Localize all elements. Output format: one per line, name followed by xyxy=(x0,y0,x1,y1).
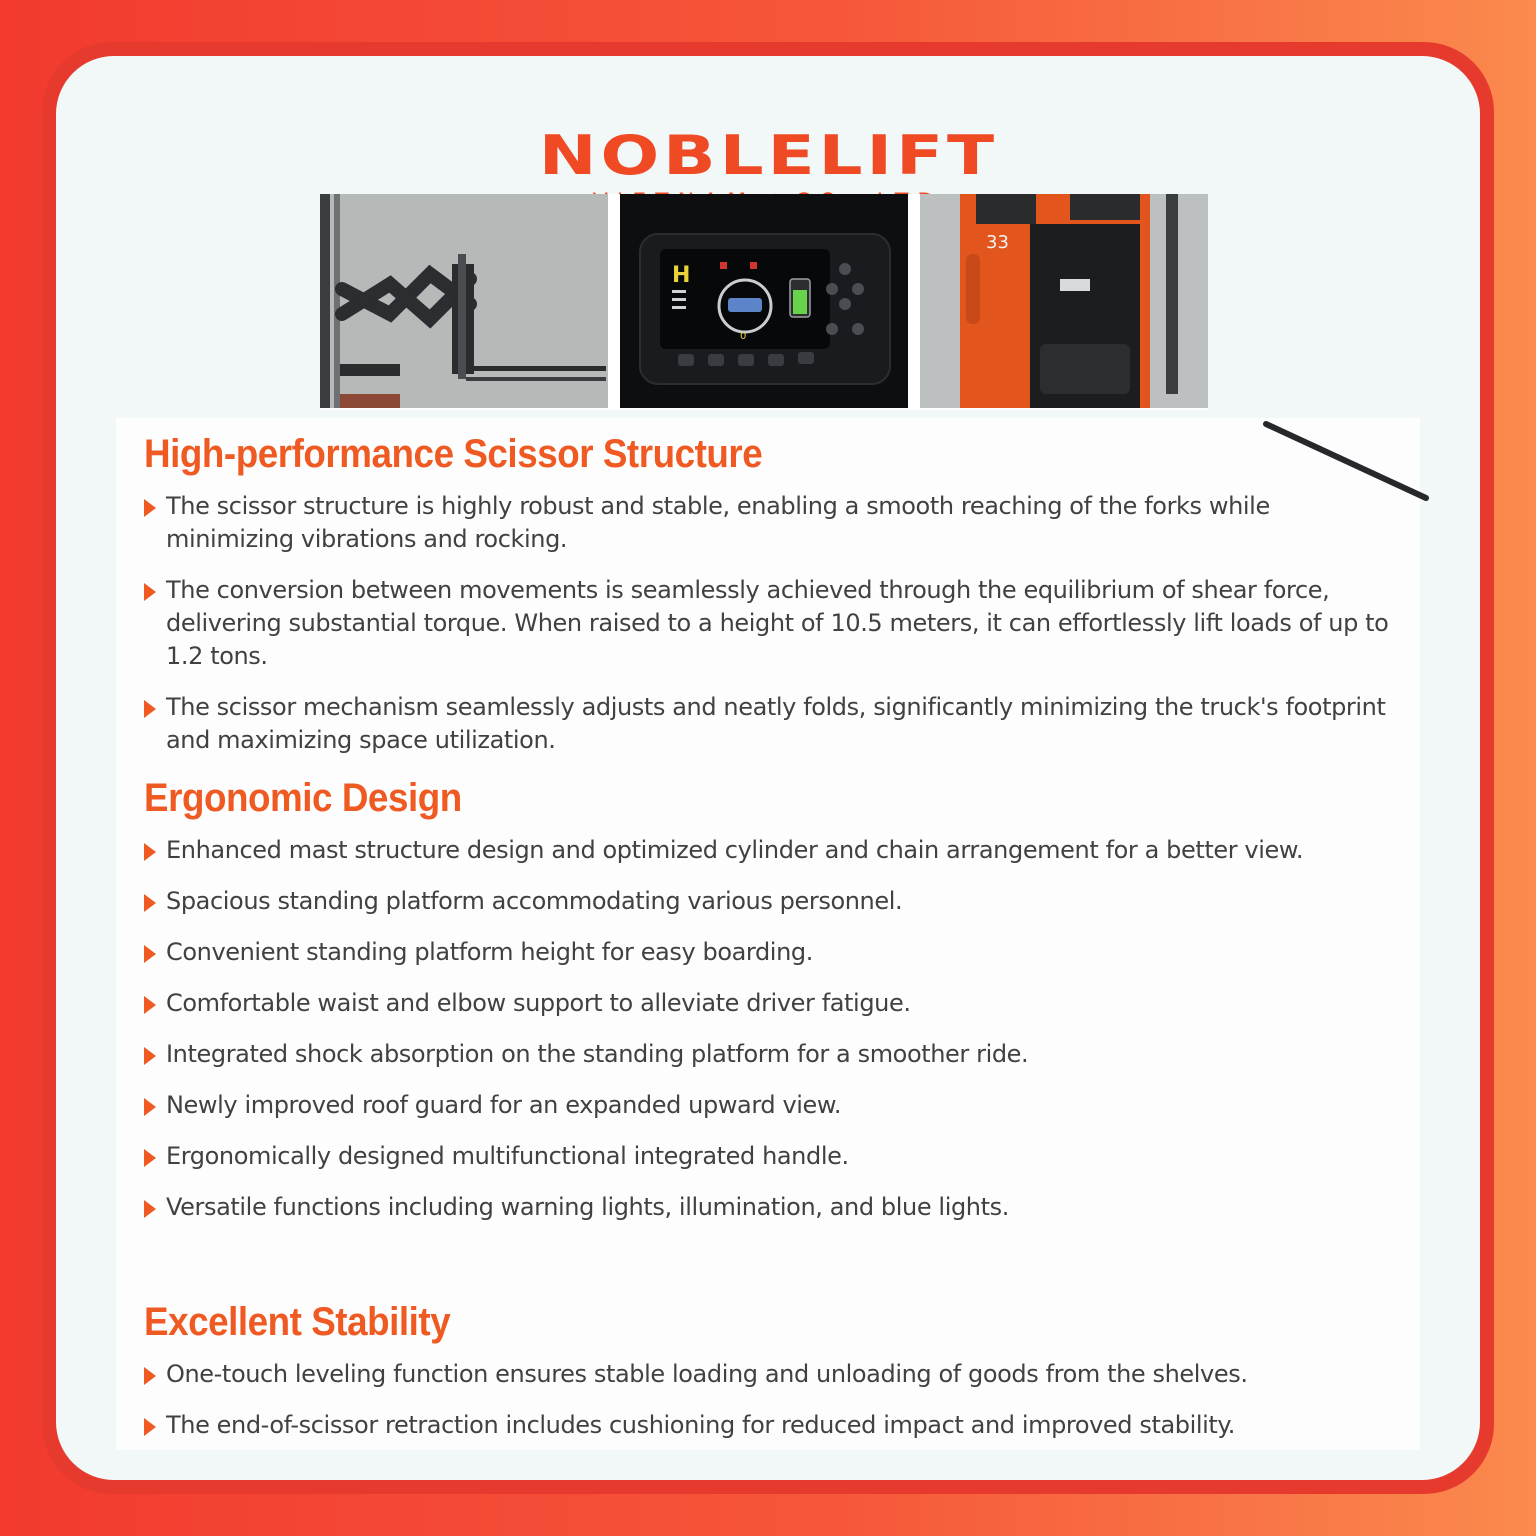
list-item xyxy=(144,885,1404,918)
brand-name: NOBLELIFT xyxy=(538,124,998,187)
scissor-mechanism-image xyxy=(320,194,608,408)
triangle-bullet-icon xyxy=(144,996,156,1014)
svg-text:0: 0 xyxy=(740,331,747,342)
list-item-text: Ergonomically designed multifunctional integrated handle. xyxy=(166,1142,849,1170)
list-item xyxy=(144,834,1404,867)
list-item-text: Versatile functions including warning lights, illumination, and blue lights. xyxy=(166,1193,1009,1221)
triangle-bullet-icon xyxy=(144,499,156,517)
list-item-text: Comfortable waist and elbow support to alleviate driver fatigue. xyxy=(166,989,911,1017)
list-item-text: Newly improved roof guard for an expanded upward view. xyxy=(166,1091,842,1119)
svg-text:H: H xyxy=(672,263,691,288)
triangle-bullet-icon xyxy=(144,1367,156,1385)
list-item xyxy=(144,936,1404,969)
display-panel-image xyxy=(620,194,908,408)
list-item xyxy=(144,691,1404,757)
section-scissor-structure xyxy=(144,430,1404,757)
truck-body-image xyxy=(920,194,1208,408)
triangle-bullet-icon xyxy=(144,945,156,963)
list-item xyxy=(144,490,1404,556)
section-ergonomic-design xyxy=(144,774,1404,1224)
list-item xyxy=(144,574,1404,673)
triangle-bullet-icon xyxy=(144,1418,156,1436)
triangle-bullet-icon xyxy=(144,843,156,861)
list-item-text: The scissor mechanism seamlessly adjusts and neatly folds, significantly minimizing the truck's footprint and maximizing space utilization. xyxy=(166,693,1386,754)
list-item xyxy=(144,1409,1404,1442)
list-item-text: Integrated shock absorption on the standing platform for a smoother ride. xyxy=(166,1040,1029,1068)
svg-text:33: 33 xyxy=(986,232,1009,253)
triangle-bullet-icon xyxy=(144,1200,156,1218)
list-item-text: One-touch leveling function ensures stable loading and unloading of goods from the shelves. xyxy=(166,1360,1248,1388)
list-item-text: Spacious standing platform accommodating various personnel. xyxy=(166,887,903,915)
section-title: Excellent Stability xyxy=(144,1300,451,1344)
list-item-text: Enhanced mast structure design and optimized cylinder and chain arrangement for a better view. xyxy=(166,836,1304,864)
triangle-bullet-icon xyxy=(144,700,156,718)
triangle-bullet-icon xyxy=(144,1098,156,1116)
list-item xyxy=(144,987,1404,1020)
section-excellent-stability xyxy=(144,1298,1404,1442)
list-item xyxy=(144,1358,1404,1391)
list-item xyxy=(144,1191,1404,1224)
list-item xyxy=(144,1089,1404,1122)
list-item xyxy=(144,1140,1404,1173)
triangle-bullet-icon xyxy=(144,1149,156,1167)
triangle-bullet-icon xyxy=(144,894,156,912)
list-item-text: The scissor structure is highly robust and stable, enabling a smooth reaching of the forks while minimizing vibrations and rocking. xyxy=(166,492,1270,553)
section-title: High-performance Scissor Structure xyxy=(144,432,763,476)
list-item xyxy=(144,1038,1404,1071)
list-item-text: The end-of-scissor retraction includes cushioning for reduced impact and improved stability. xyxy=(166,1411,1236,1439)
triangle-bullet-icon xyxy=(144,1047,156,1065)
features-panel xyxy=(116,418,1420,1450)
product-photo-strip xyxy=(320,194,1208,410)
list-item-text: The conversion between movements is seamlessly achieved through the equilibrium of shear force, delivering substantial torque. When raised to a height of 10.5 meters, it can effortlessly lift loads of up to 1.2 tons. xyxy=(166,576,1389,670)
content-card xyxy=(56,56,1480,1480)
list-item-text: Convenient standing platform height for easy boarding. xyxy=(166,938,813,966)
section-title: Ergonomic Design xyxy=(144,776,462,820)
triangle-bullet-icon xyxy=(144,583,156,601)
